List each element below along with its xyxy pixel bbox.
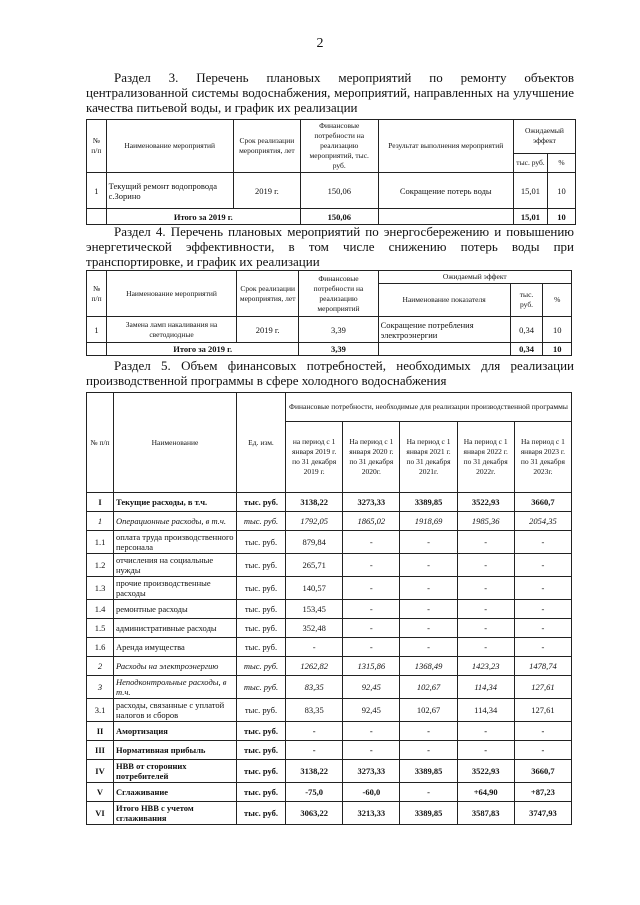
cell-value: 127,61 — [514, 676, 571, 699]
cell-value: 1315,86 — [343, 657, 400, 676]
table-header-row — [87, 393, 572, 422]
cell-num: 3.1 — [87, 699, 114, 722]
table-row — [87, 531, 572, 554]
table-row — [87, 741, 572, 760]
cell-value: 102,67 — [400, 676, 457, 699]
col-term: Срок реализации мероприятия, лет — [237, 271, 299, 317]
total-finance: 150,06 — [300, 209, 378, 225]
section5-text — [86, 358, 574, 388]
cell-unit: тыс. руб. — [237, 760, 286, 783]
table-row — [87, 638, 572, 657]
cell-unit: тыс. руб. — [237, 699, 286, 722]
cell-value: 127,61 — [514, 699, 571, 722]
cell-value: 83,35 — [286, 699, 343, 722]
cell-value: 1368,49 — [400, 657, 457, 676]
cell-name: Замена ламп накаливания на светодиодные — [107, 317, 237, 343]
cell-name: Нормативная прибыль — [114, 741, 237, 760]
section5-heading: Раздел 5. Объем финансовых потребностей, необходимых для реализации производственной программы в сфере холодного водоснабжения — [86, 358, 574, 388]
table-row — [87, 512, 572, 531]
cell-value: 2054,35 — [514, 512, 571, 531]
cell-unit: тыс. руб. — [237, 722, 286, 741]
cell-value: 114,34 — [457, 699, 514, 722]
cell-unit: тыс. руб. — [237, 600, 286, 619]
page-number: 2 — [316, 36, 324, 51]
cell-percent: 10 — [543, 317, 572, 343]
col-name: Наименование мероприятий — [106, 120, 233, 173]
cell-term: 2019 г. — [233, 173, 300, 209]
section4-heading: Раздел 4. Перечень плановых мероприятий по энергосбережению и повышению энергетической эффективности, в том числе снижению потерь воды при транспортировке, и график их реализации — [86, 224, 574, 269]
cell-value: - — [514, 600, 571, 619]
cell-value: 3138,22 — [286, 493, 343, 512]
cell-num: 1 — [87, 512, 114, 531]
cell-num: I — [87, 493, 114, 512]
cell-num: 1 — [87, 317, 107, 343]
section4-text — [86, 224, 574, 269]
cell-value: 3747,93 — [514, 802, 571, 825]
total-effect: 0,34 — [510, 343, 543, 356]
section4-table — [86, 270, 572, 356]
cell-value: - — [343, 619, 400, 638]
col-period: На период с 1 января 2021 г. по 31 декабря 2021г. — [400, 422, 457, 493]
table-row — [87, 783, 572, 802]
cell-effect: 0,34 — [510, 317, 543, 343]
table-row — [87, 760, 572, 783]
col-finance: Финансовые потребности на реализацию мероприятий — [299, 271, 378, 317]
cell-value: - — [457, 600, 514, 619]
cell-value: 92,45 — [343, 676, 400, 699]
total-label: Итого за 2019 г. — [107, 343, 299, 356]
table-row — [87, 173, 576, 209]
total-label: Итого за 2019 г. — [106, 209, 300, 225]
cell-name: прочие производственные расходы — [114, 577, 237, 600]
col-unit: Ед. изм. — [237, 393, 286, 493]
cell-value: - — [514, 741, 571, 760]
cell-value: - — [457, 577, 514, 600]
cell-name: Расходы на электроэнергию — [114, 657, 237, 676]
cell-value: - — [457, 619, 514, 638]
table-row — [87, 722, 572, 741]
cell-value: - — [400, 554, 457, 577]
col-percent: % — [543, 284, 572, 317]
table-row — [87, 657, 572, 676]
cell-name: ремонтные расходы — [114, 600, 237, 619]
cell-num: 1.1 — [87, 531, 114, 554]
cell-value: - — [400, 722, 457, 741]
cell-name: административные расходы — [114, 619, 237, 638]
section3-table — [86, 119, 576, 225]
col-finance: Финансовые потребности на реализацию мероприятий, тыс. руб. — [300, 120, 378, 173]
cell-num: 3 — [87, 676, 114, 699]
cell-name: Операционные расходы, в т.ч. — [114, 512, 237, 531]
cell-name: НВВ от сторонних потребителей — [114, 760, 237, 783]
table-header-row — [87, 120, 576, 154]
col-period: на период с 1 января 2019 г. по 31 декабря 2019 г. — [286, 422, 343, 493]
cell-value: 3389,85 — [400, 760, 457, 783]
cell-num: V — [87, 783, 114, 802]
cell-value: - — [514, 638, 571, 657]
cell-finance: 150,06 — [300, 173, 378, 209]
cell-value: - — [514, 531, 571, 554]
cell-name: оплата труда производственного персонала — [114, 531, 237, 554]
col-effect: Ожидаемый эффект — [378, 271, 571, 284]
table-total-row — [87, 209, 576, 225]
cell-unit: тыс. руб. — [237, 554, 286, 577]
cell-value: 1985,36 — [457, 512, 514, 531]
cell-value: 92,45 — [343, 699, 400, 722]
cell-indicator: Сокращение потребления электроэнергии — [378, 317, 510, 343]
cell-unit: тыс. руб. — [237, 512, 286, 531]
col-num: № п/п — [87, 271, 107, 317]
total-percent: 10 — [543, 343, 572, 356]
cell-unit: тыс. руб. — [237, 657, 286, 676]
cell-unit: тыс. руб. — [237, 531, 286, 554]
col-period: На период с 1 января 2023 г. по 31 декабря 2023г. — [514, 422, 571, 493]
cell-name: Текущие расходы, в т.ч. — [114, 493, 237, 512]
cell-num: 1.4 — [87, 600, 114, 619]
col-num: № п/п — [87, 120, 107, 173]
cell-value: - — [400, 600, 457, 619]
cell-name: Сглаживание — [114, 783, 237, 802]
cell-value: - — [514, 722, 571, 741]
cell-value: 1423,23 — [457, 657, 514, 676]
cell-num: 1 — [87, 173, 107, 209]
table-row — [87, 802, 572, 825]
table-row — [87, 577, 572, 600]
total-percent: 10 — [548, 209, 576, 225]
section5-table — [86, 392, 572, 825]
cell-value: 1262,82 — [286, 657, 343, 676]
cell-num: 1.6 — [87, 638, 114, 657]
cell-value: - — [343, 638, 400, 657]
col-period: На период с 1 января 2020 г. по 31 декабря 2020г. — [343, 422, 400, 493]
cell-value: 3660,7 — [514, 493, 571, 512]
cell-value: 3063,22 — [286, 802, 343, 825]
col-unit: тыс. руб. — [513, 153, 547, 172]
cell-value: 265,71 — [286, 554, 343, 577]
cell-value: 1478,74 — [514, 657, 571, 676]
cell-value: - — [286, 722, 343, 741]
cell-value: - — [286, 741, 343, 760]
cell-value: -75,0 — [286, 783, 343, 802]
cell-value: - — [400, 741, 457, 760]
cell-finance: 3,39 — [299, 317, 378, 343]
table-row — [87, 554, 572, 577]
section3-text — [86, 70, 574, 115]
cell-name: Итого НВВ с учетом сглаживания — [114, 802, 237, 825]
cell-value: 3522,93 — [457, 760, 514, 783]
cell-value: - — [400, 577, 457, 600]
cell-value: - — [343, 600, 400, 619]
cell-value: - — [514, 577, 571, 600]
cell-unit: тыс. руб. — [237, 676, 286, 699]
cell-value: +87,23 — [514, 783, 571, 802]
cell-unit: тыс. руб. — [237, 619, 286, 638]
col-name: Наименование мероприятий — [107, 271, 237, 317]
section3-heading: Раздел 3. Перечень плановых мероприятий по ремонту объектов централизованной системы водоснабжения, мероприятий, направленных на улучшение качества питьевой воды, и график их реализации — [86, 70, 574, 115]
cell-value: 3273,33 — [343, 760, 400, 783]
col-finance: Финансовые потребности, необходимые для реализации производственной программы — [286, 393, 572, 422]
cell-value: - — [514, 554, 571, 577]
cell-value: -60,0 — [343, 783, 400, 802]
cell-value: - — [400, 619, 457, 638]
col-indicator: Наименование показателя — [378, 284, 510, 317]
cell-unit: тыс. руб. — [237, 741, 286, 760]
cell-value: 3660,7 — [514, 760, 571, 783]
table-total-row — [87, 343, 572, 356]
col-term: Срок реализации мероприятия, лет — [233, 120, 300, 173]
table-row — [87, 676, 572, 699]
total-effect: 15,01 — [513, 209, 547, 225]
col-effect: Ожидаемый эффект — [513, 120, 575, 154]
cell-num: II — [87, 722, 114, 741]
cell-name: Текущий ремонт водопровода с.Зорино — [106, 173, 233, 209]
cell-value: 3213,33 — [343, 802, 400, 825]
cell-value: 1792,05 — [286, 512, 343, 531]
col-period: На период с 1 января 2022 г. по 31 декабря 2022г. — [457, 422, 514, 493]
cell-value: - — [343, 577, 400, 600]
cell-effect: 15,01 — [513, 173, 547, 209]
cell-unit: тыс. руб. — [237, 802, 286, 825]
cell-value: - — [514, 619, 571, 638]
cell-name: расходы, связанные с уплатой налогов и сборов — [114, 699, 237, 722]
cell-num: VI — [87, 802, 114, 825]
table-row — [87, 699, 572, 722]
cell-value: - — [400, 638, 457, 657]
table-row — [87, 493, 572, 512]
cell-num: IV — [87, 760, 114, 783]
cell-name: отчисления на социальные нужды — [114, 554, 237, 577]
cell-value: - — [457, 741, 514, 760]
cell-unit: тыс. руб. — [237, 577, 286, 600]
col-result: Результат выполнения мероприятий — [378, 120, 513, 173]
total-finance: 3,39 — [299, 343, 378, 356]
cell-value: 114,34 — [457, 676, 514, 699]
cell-term: 2019 г. — [237, 317, 299, 343]
cell-num: 1.5 — [87, 619, 114, 638]
cell-value: 3389,85 — [400, 493, 457, 512]
col-unit: тыс. руб. — [510, 284, 543, 317]
cell-value: - — [343, 722, 400, 741]
cell-value: - — [457, 638, 514, 657]
cell-value: - — [400, 783, 457, 802]
cell-unit: тыс. руб. — [237, 638, 286, 657]
cell-num: 2 — [87, 657, 114, 676]
cell-value: - — [457, 531, 514, 554]
cell-result: Сокращение потерь воды — [378, 173, 513, 209]
cell-value: 3587,83 — [457, 802, 514, 825]
col-num: № п/п — [87, 393, 114, 493]
cell-value: 83,35 — [286, 676, 343, 699]
cell-num: 1.3 — [87, 577, 114, 600]
cell-num: III — [87, 741, 114, 760]
cell-value: 3273,33 — [343, 493, 400, 512]
table-header-row — [87, 271, 572, 284]
cell-value: 1865,02 — [343, 512, 400, 531]
cell-value: 3389,85 — [400, 802, 457, 825]
table-row — [87, 619, 572, 638]
cell-value: 1918,69 — [400, 512, 457, 531]
cell-value: 3522,93 — [457, 493, 514, 512]
cell-num: 1.2 — [87, 554, 114, 577]
cell-value: 153,45 — [286, 600, 343, 619]
cell-value: - — [343, 741, 400, 760]
table-row — [87, 317, 572, 343]
cell-value: - — [343, 554, 400, 577]
cell-percent: 10 — [548, 173, 576, 209]
cell-unit: тыс. руб. — [237, 493, 286, 512]
cell-value: 102,67 — [400, 699, 457, 722]
cell-name: Амортизация — [114, 722, 237, 741]
cell-value: 879,84 — [286, 531, 343, 554]
col-name: Наименование — [114, 393, 237, 493]
cell-value: 140,57 — [286, 577, 343, 600]
cell-value: - — [286, 638, 343, 657]
cell-value: 352,48 — [286, 619, 343, 638]
cell-value: - — [343, 531, 400, 554]
cell-name: Неподконтрольные расходы, в т.ч. — [114, 676, 237, 699]
cell-value: - — [457, 722, 514, 741]
cell-value: - — [400, 531, 457, 554]
cell-value: +64,90 — [457, 783, 514, 802]
cell-unit: тыс. руб. — [237, 783, 286, 802]
cell-value: - — [457, 554, 514, 577]
cell-value: 3138,22 — [286, 760, 343, 783]
col-percent: % — [548, 153, 576, 172]
table-row — [87, 600, 572, 619]
cell-name: Аренда имущества — [114, 638, 237, 657]
